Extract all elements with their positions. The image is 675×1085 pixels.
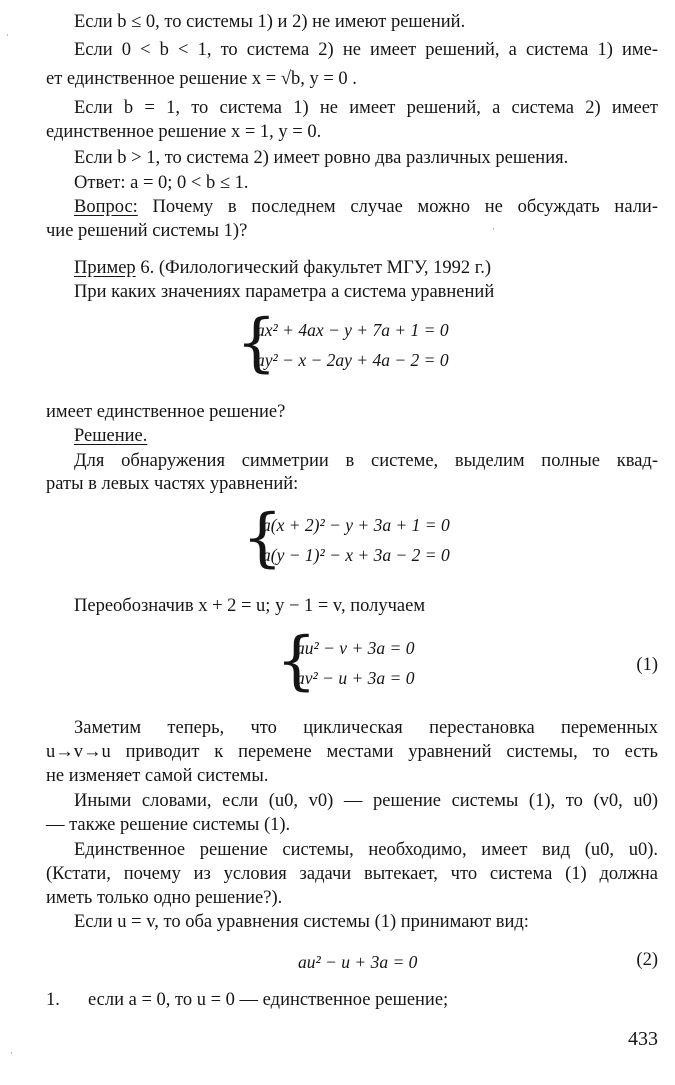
example-source: 6. (Филологический факультет МГУ, 1992 г.) — [135, 258, 492, 278]
text-line-18: u→v→u приводит к перемене местами уравнений системы, то есть — [46, 742, 658, 762]
text-line-3: ет единственное решение x = √b, y = 0 . — [46, 69, 357, 89]
equation-1a: ax² + 4ax − y + 7a + 1 = 0 — [256, 320, 449, 340]
text-line-5: единственное решение x = 1, y = 0. — [46, 122, 322, 142]
equation-system-2 — [242, 501, 450, 575]
list-item-number: 1. — [46, 990, 60, 1010]
text-line-20: Иными словами, если (u0, v0) — решение системы (1), то (v0, u0) — [74, 791, 658, 811]
text-line-1: Если b ≤ 0, то системы 1) и 2) не имеют решений. — [74, 12, 466, 32]
solution-heading — [74, 424, 658, 448]
example-label: Пример — [74, 258, 136, 278]
text-line-19: не изменяет самой системы. — [46, 766, 269, 786]
text-line-9: чие решений системы 1)? — [46, 221, 248, 241]
equation-2a: a(x + 2)² − y + 3a + 1 = 0 — [262, 515, 450, 535]
text-line-21: — также решение системы (1). — [46, 815, 291, 835]
brace-icon: { — [242, 501, 283, 575]
text-line-17: Заметим теперь, что циклическая перестановка переменных — [74, 718, 658, 738]
text-line-2: Если 0 < b < 1, то система 2) не имеет решений, а система 1) име- — [74, 40, 658, 60]
question-line — [74, 195, 658, 219]
text-line-12: имеет единственное решение? — [46, 402, 286, 422]
equation-number-2: (2) — [636, 950, 658, 970]
equation-2: au² − u + 3a = 0 — [298, 952, 418, 972]
text-line-25: Если u = v, то оба уравнения системы (1) принимают вид: — [74, 912, 529, 932]
equation-3a: au² − v + 3a = 0 — [296, 638, 415, 658]
equation-system-3 — [276, 624, 415, 698]
answer-line: Ответ: a = 0; 0 < b ≤ 1. — [74, 173, 249, 193]
list-item-1 — [46, 988, 658, 1012]
equation-2b: a(y − 1)² − x + 3a − 2 = 0 — [262, 545, 450, 565]
text-line-6: Если b > 1, то система 2) имеет ровно два различных решения. — [74, 148, 569, 168]
equation-number-1: (1) — [636, 655, 658, 675]
list-item-text: если a = 0, то u = 0 — единственное решение; — [88, 990, 449, 1010]
scan-speck: · — [10, 1048, 13, 1058]
equation-1b: ay² − x − 2ay + 4a − 2 = 0 — [256, 350, 449, 370]
text-line-24: иметь только одно решение?). — [46, 888, 283, 908]
equation-3b: av² − u + 3a = 0 — [296, 668, 415, 688]
page-number: 433 — [628, 1028, 658, 1050]
text-line-23: (Кстати, почему из условия задачи вытекает, что система (1) должна — [46, 864, 658, 884]
scan-speck: · — [6, 30, 9, 40]
scan-speck: · — [492, 224, 495, 234]
example-heading — [74, 256, 658, 280]
equation-system-1 — [236, 306, 449, 380]
text-line-15: раты в левых частях уравнений: — [46, 474, 299, 494]
text-line-16: Переобозначив x + 2 = u; y − 1 = v, получаем — [74, 596, 426, 616]
text-line-11: При каких значениях параметра a система уравнений — [74, 282, 495, 302]
brace-icon: { — [236, 306, 277, 380]
text-line-14: Для обнаружения симметрии в системе, выделим полные квад- — [74, 451, 658, 471]
question-text: Почему в последнем случае можно не обсуждать нали- — [137, 197, 658, 217]
text-line-22: Единственное решение системы, необходимо, имеет вид (u0, u0). — [74, 840, 658, 860]
question-label: Вопрос: — [74, 197, 138, 217]
brace-icon: { — [276, 624, 317, 698]
text-line-4: Если b = 1, то система 1) не имеет решений, а система 2) имеет — [74, 98, 658, 118]
solution-label: Решение. — [74, 426, 148, 446]
